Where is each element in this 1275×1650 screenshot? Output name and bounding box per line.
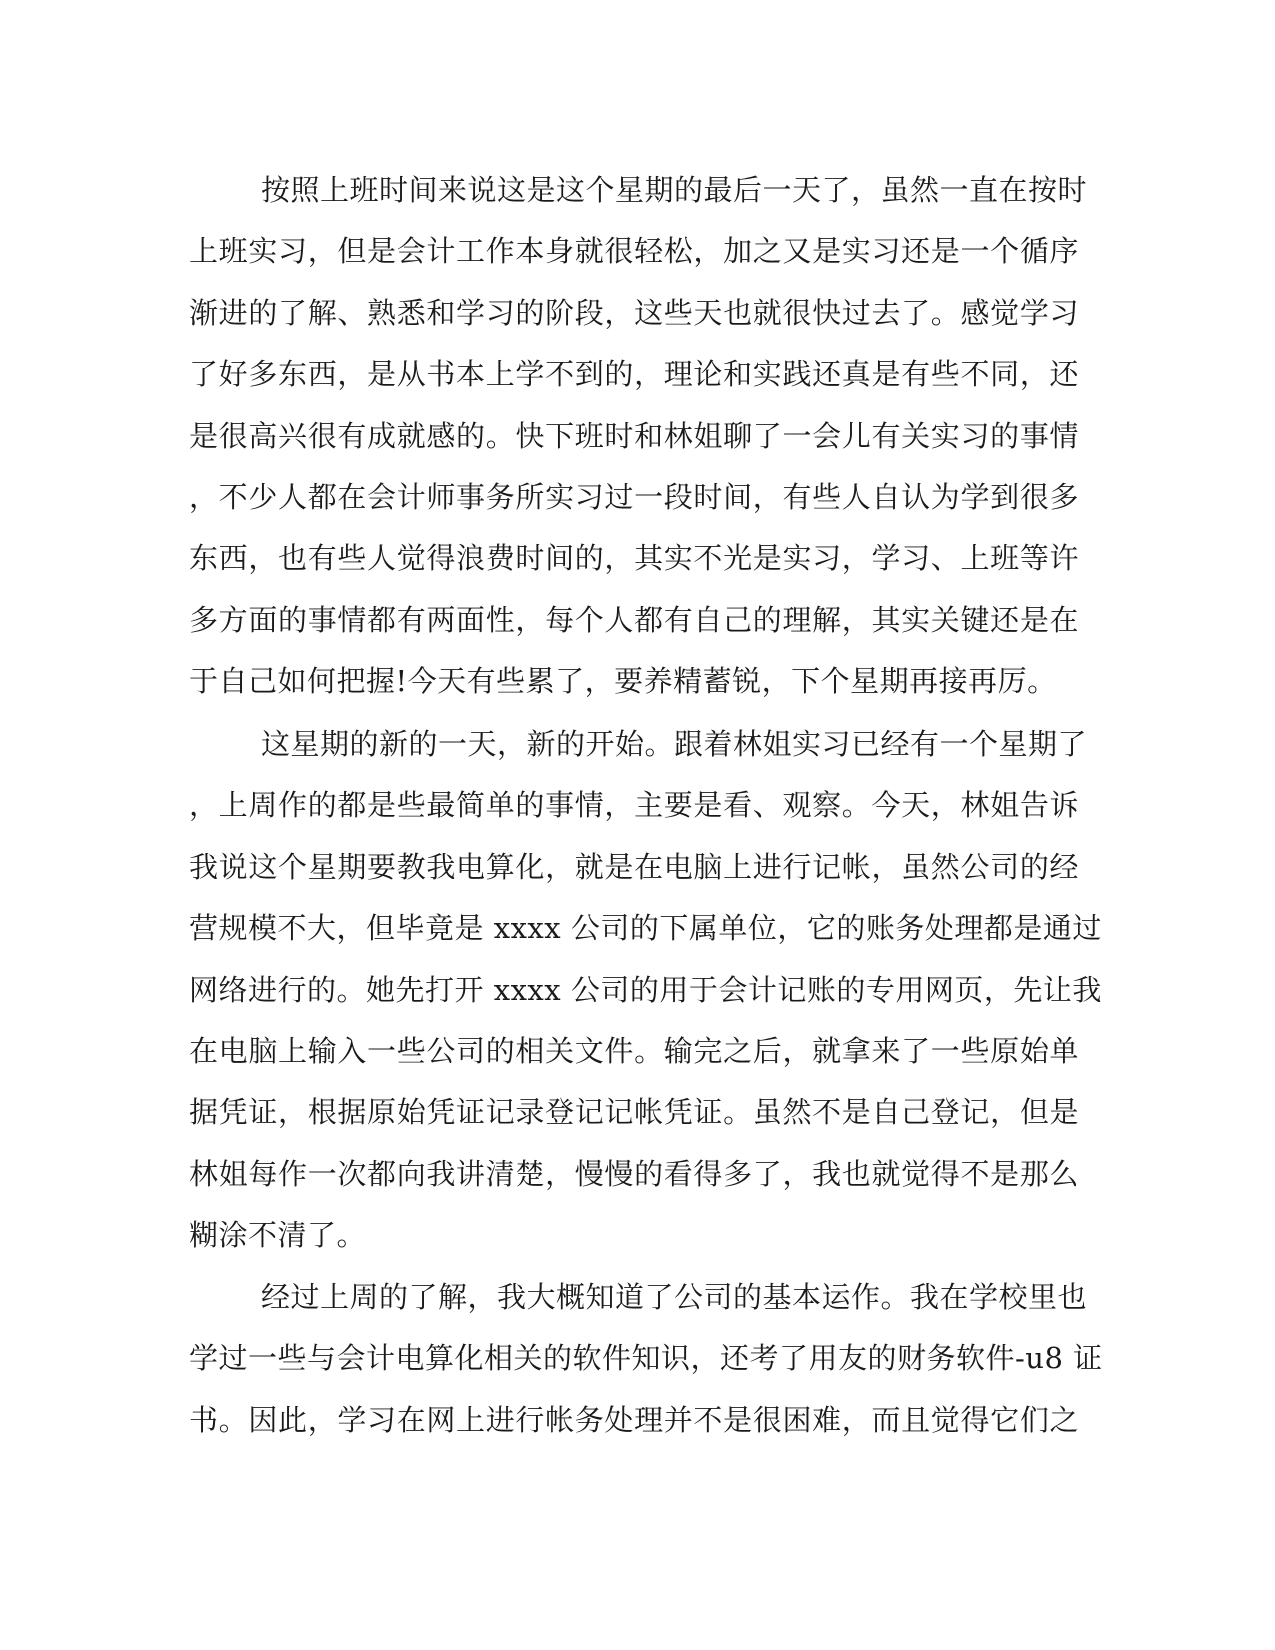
text-line: 在电脑上输入一些公司的相关文件。输完之后，就拿来了一些原始单 <box>189 1033 1079 1068</box>
text-line: 这星期的新的一天，新的开始。跟着林姐实习已经有一个星期了 <box>261 727 1088 761</box>
text-line: 我说这个星期要教我电算化，就是在电脑上进行记帐，虽然公司的经 <box>189 849 1079 884</box>
paragraph <box>189 714 1102 1267</box>
text-line: 多方面的事情都有两面性，每个人都有自己的理解，其实关键还是在 <box>189 602 1079 637</box>
text-line: 糊涂不清了。 <box>189 1218 367 1253</box>
text-line: 林姐每作一次都向我讲清楚，慢慢的看得多了，我也就觉得不是那么 <box>189 1156 1079 1191</box>
text-line: 东西，也有些人觉得浪费时间的，其实不光是实习，学习、上班等许 <box>189 541 1079 576</box>
text-line: 于自己如何把握!今天有些累了，要养精蓄锐，下个星期再接再厉。 <box>189 664 1057 699</box>
text-line: ，不少人都在会计师事务所实习过一段时间，有些人自认为学到很多 <box>189 479 1079 514</box>
text-line: 上班实习，但是会计工作本身就很轻松，加之又是实习还是一个循序 <box>189 234 1079 269</box>
paragraph <box>189 160 1088 713</box>
text-line: 按照上班时间来说这是这个星期的最后一天了，虽然一直在按时 <box>261 173 1088 207</box>
text-line: 渐进的了解、熟悉和学习的阶段，这些天也就很快过去了。感觉学习 <box>189 295 1079 330</box>
text-line: 经过上周的了解，我大概知道了公司的基本运作。我在学校里也 <box>261 1280 1088 1314</box>
text-line: 营规模不大，但毕竟是 xxxx 公司的下属单位，它的账务处理都是通过 <box>189 911 1102 946</box>
paragraph <box>189 1267 1103 1451</box>
text-line: 书。因此，学习在网上进行帐务处理并不是很困难，而且觉得它们之 <box>189 1402 1079 1437</box>
text-line: 是很高兴很有成就感的。快下班时和林姐聊了一会儿有关实习的事情 <box>189 418 1079 453</box>
text-line: 了好多东西，是从书本上学不到的，理论和实践还真是有些不同，还 <box>189 357 1079 392</box>
text-line: ，上周作的都是些最简单的事情，主要是看、观察。今天，林姐告诉 <box>189 788 1079 823</box>
text-line: 据凭证，根据原始凭证记录登记记帐凭证。虽然不是自己登记，但是 <box>189 1095 1079 1130</box>
text-line: 学过一些与会计电算化相关的软件知识，还考了用友的财务软件-u8 证 <box>189 1341 1103 1376</box>
text-line: 网络进行的。她先打开 xxxx 公司的用于会计记账的专用网页，先让我 <box>189 972 1102 1007</box>
